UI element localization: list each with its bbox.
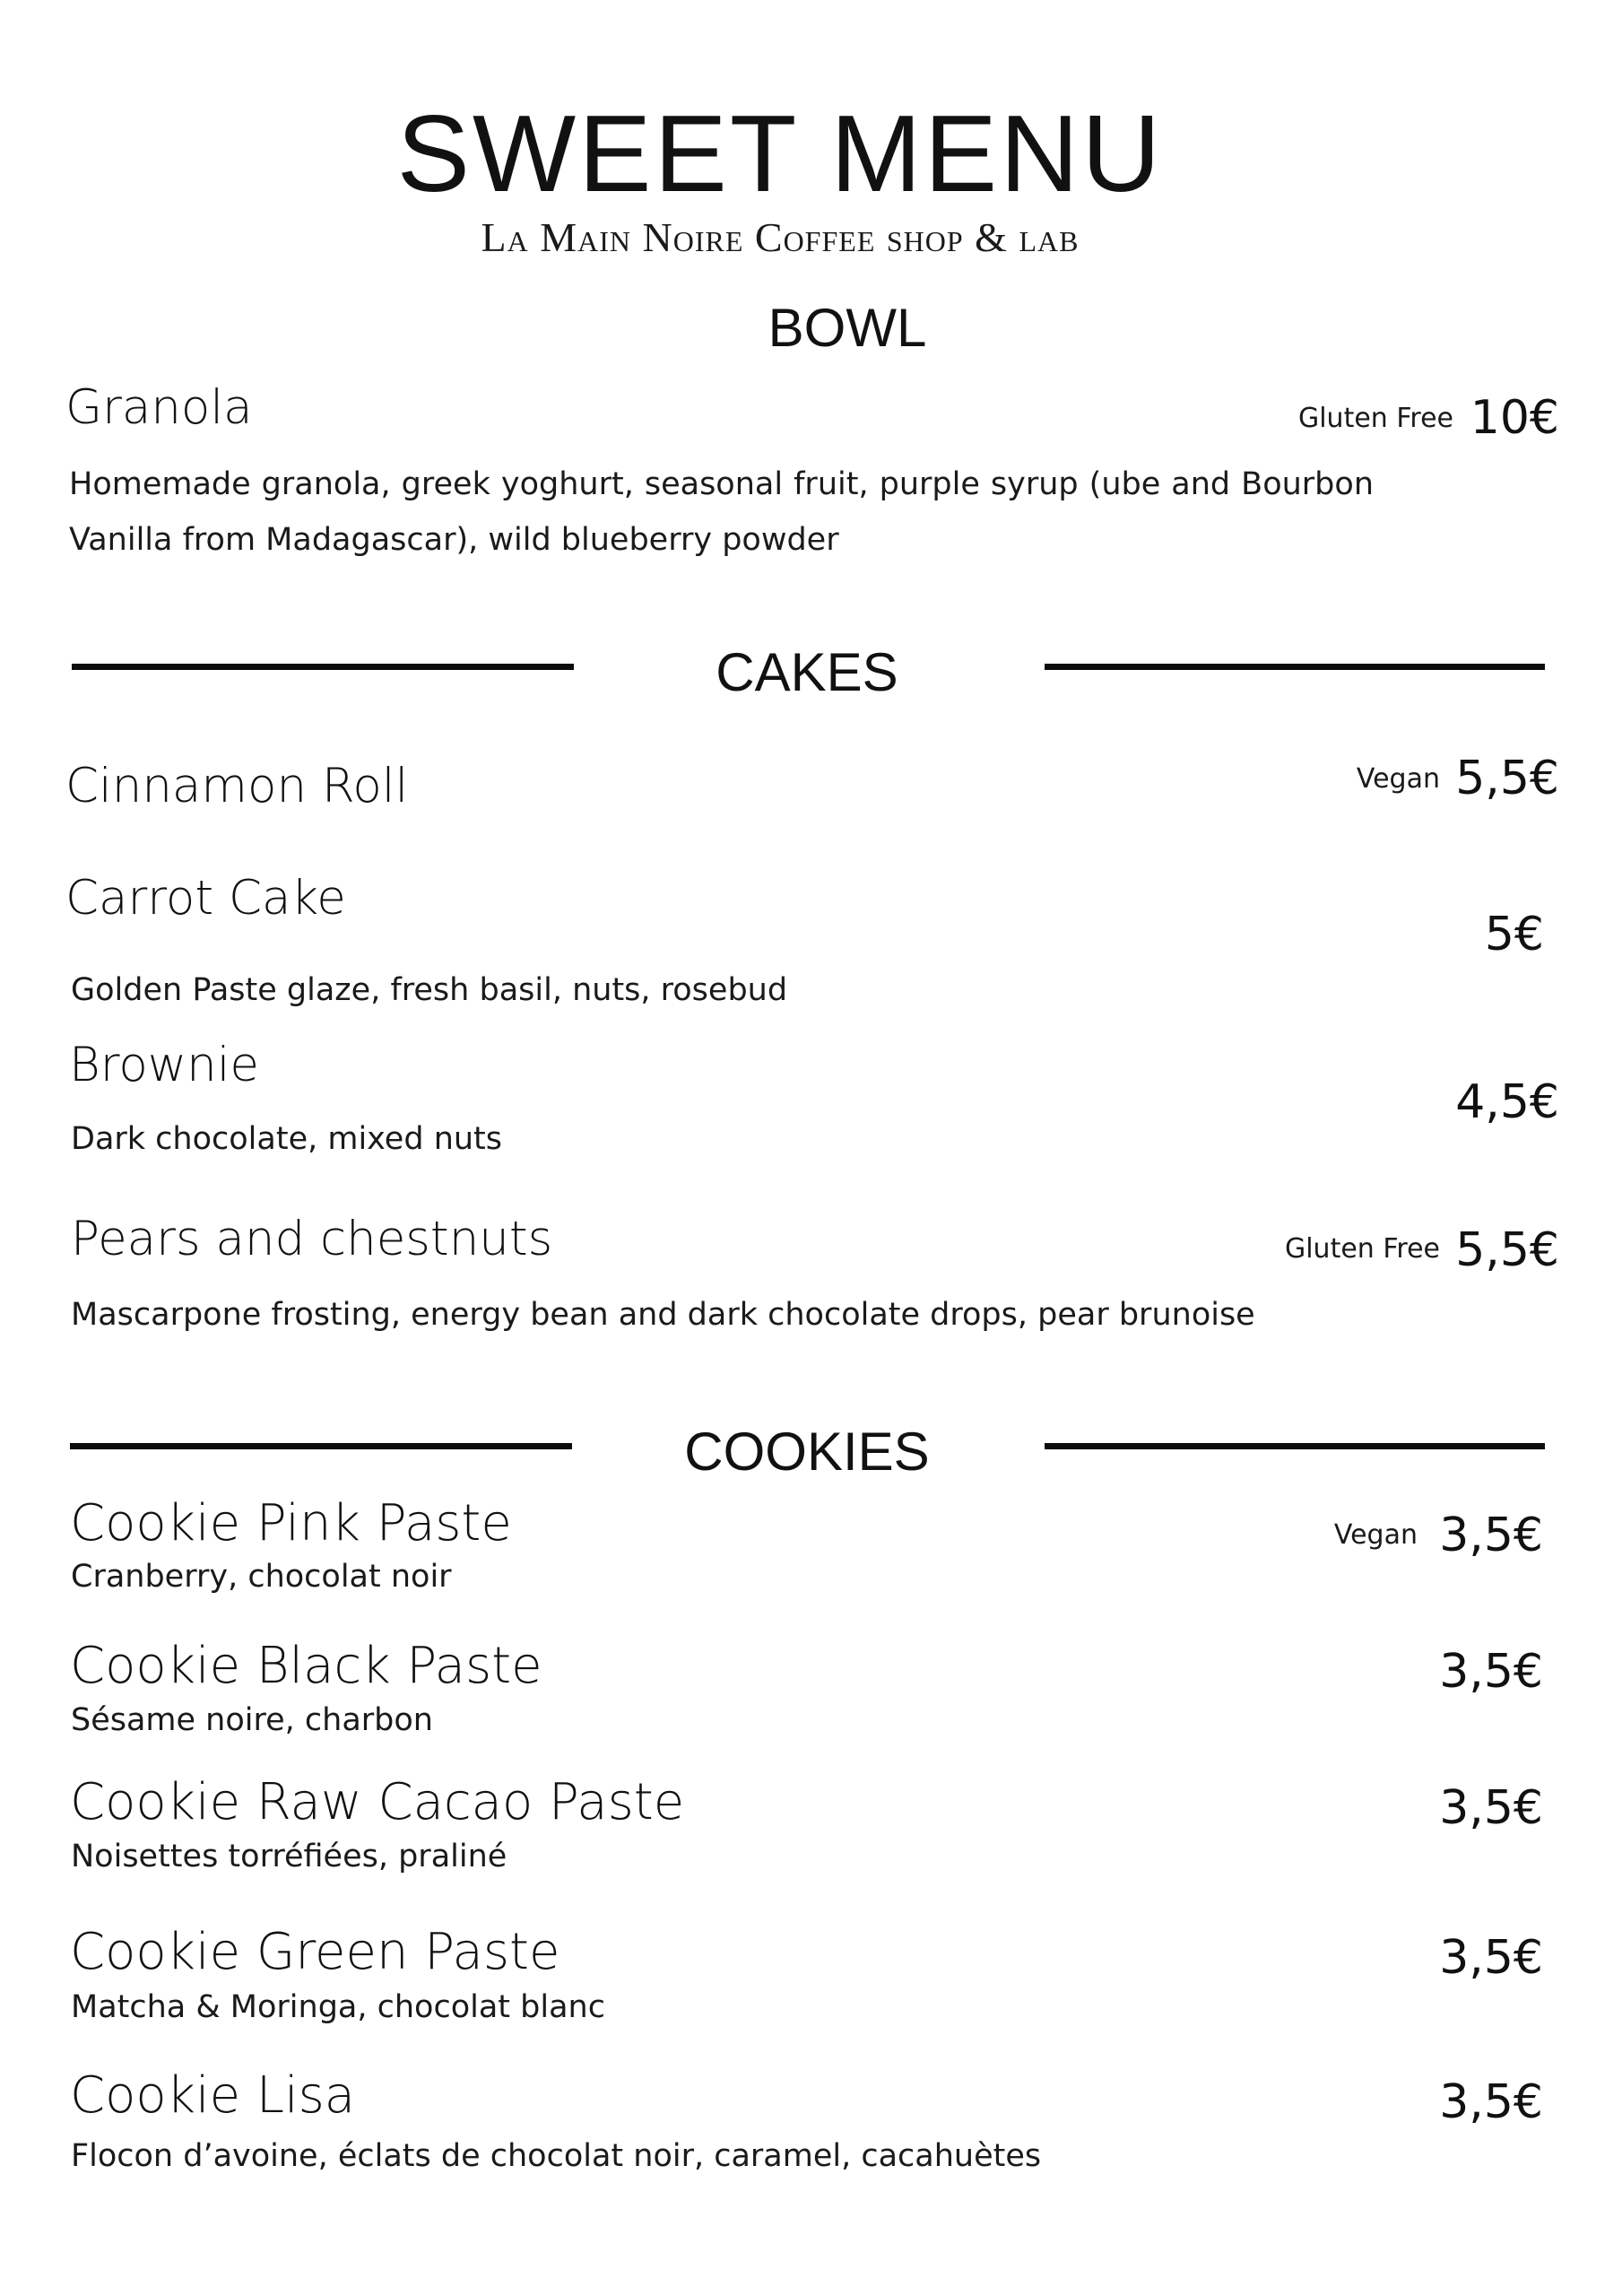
description-cookie-raw-cacao-paste: Noisettes torréfiées, praliné: [71, 1839, 507, 1874]
dietary-tag-cinnamon-roll: Vegan: [1356, 763, 1440, 795]
item-name-cookie-raw-cacao-paste: Cookie Raw Cacao Paste: [70, 1773, 685, 1831]
item-name-granola: Granola: [65, 380, 253, 435]
section-title-cakes: CAKES: [716, 642, 898, 702]
description-granola: Homemade granola, greek yoghurt, seasonal fruit, purple syrup (ube and Bourbon Vanilla from Madagascar), wild blueberry powder: [69, 466, 1374, 558]
divider-right-cakes: [1045, 664, 1545, 670]
description-cookie-pink-paste: Cranberry, chocolat noir: [71, 1559, 452, 1595]
divider-left-cakes: [72, 664, 574, 670]
section-title-bowl: BOWL: [768, 298, 927, 358]
dietary-tag-granola: Gluten Free: [1297, 403, 1453, 434]
price-cinnamon-roll: 5,5€: [1455, 752, 1559, 805]
price-carrot-cake: 5€: [1484, 908, 1544, 961]
description-cookie-lisa: Flocon d’avoine, éclats de chocolat noir, caramel, cacahuètes: [71, 2138, 1042, 2174]
price-pears-and-chestnuts: 5,5€: [1455, 1223, 1559, 1277]
price-cookie-lisa: 3,5€: [1439, 2075, 1543, 2129]
item-name-brownie: Brownie: [69, 1038, 260, 1092]
item-name-pears-and-chestnuts: Pears and chestnuts: [71, 1212, 553, 1266]
item-name-cookie-lisa: Cookie Lisa: [70, 2066, 356, 2125]
section-title-cookies: COOKIES: [684, 1422, 930, 1482]
menu-title: SWEET MENU: [396, 92, 1164, 214]
price-brownie: 4,5€: [1455, 1075, 1559, 1129]
description-cookie-green-paste: Matcha & Moringa, chocolat blanc: [71, 1989, 605, 2025]
description-carrot-cake: Golden Paste glaze, fresh basil, nuts, rosebud: [71, 972, 788, 1008]
price-granola: 10€: [1470, 391, 1559, 445]
price-cookie-black-paste: 3,5€: [1439, 1645, 1543, 1699]
item-name-cinnamon-roll: Cinnamon Roll: [65, 759, 409, 813]
item-name-cookie-pink-paste: Cookie Pink Paste: [70, 1494, 512, 1552]
dietary-tag-pears-and-chestnuts: Gluten Free: [1284, 1233, 1440, 1265]
item-name-cookie-black-paste: Cookie Black Paste: [70, 1637, 542, 1695]
description-pears-and-chestnuts: Mascarpone frosting, energy bean and dark chocolate drops, pear brunoise: [71, 1297, 1255, 1333]
description-brownie: Dark chocolate, mixed nuts: [71, 1121, 503, 1157]
price-cookie-pink-paste: 3,5€: [1439, 1509, 1543, 1562]
item-name-cookie-green-paste: Cookie Green Paste: [70, 1923, 560, 1981]
divider-right-cookies: [1045, 1443, 1545, 1449]
divider-left-cookies: [70, 1443, 572, 1449]
price-cookie-green-paste: 3,5€: [1439, 1931, 1543, 1985]
dietary-tag-cookie-pink-paste: Vegan: [1333, 1519, 1418, 1551]
price-cookie-raw-cacao-paste: 3,5€: [1439, 1781, 1543, 1835]
menu-subtitle: La Main Noire Coffee shop & lab: [481, 214, 1080, 260]
item-name-carrot-cake: Carrot Cake: [65, 871, 346, 926]
description-cookie-black-paste: Sésame noire, charbon: [71, 1702, 433, 1738]
